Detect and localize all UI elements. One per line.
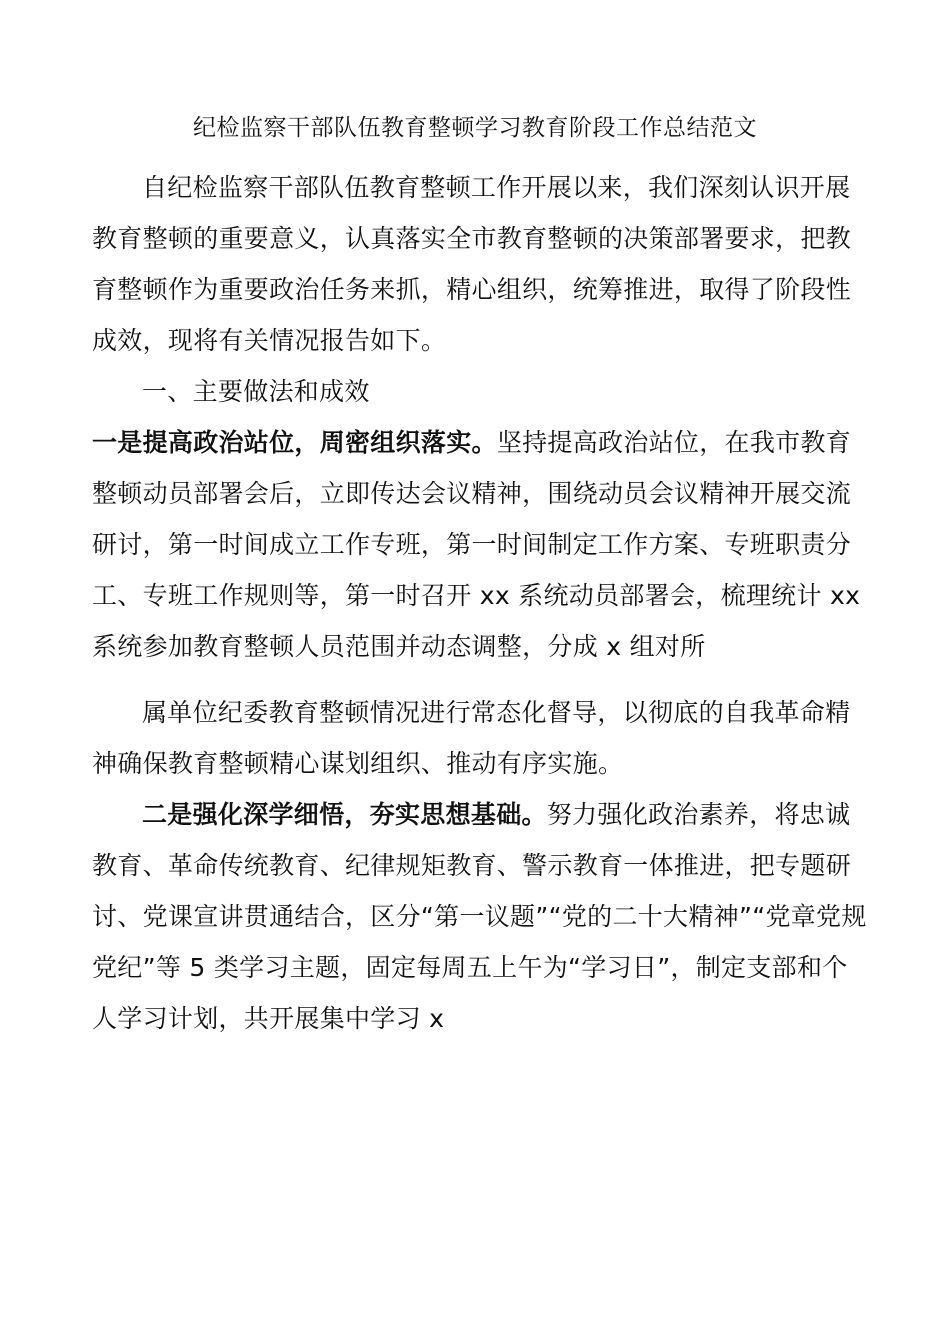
section-heading: 一、主要做法和成效 xyxy=(142,377,370,406)
point1-line: 研讨，第一时间成立工作专班，第一时间制定工作方案、专班职责分 xyxy=(92,530,852,559)
point2-line: 讨、党课宣讲贯通结合，区分“第一议题”“党的二十大精神”“党章党规 xyxy=(92,902,867,931)
intro-line: 教育整顿的重要意义，认真落实全市教育整顿的决策部署要求，把教 xyxy=(92,224,852,253)
point2-first-line-rest: 努力强化政治素养，将忠诚 xyxy=(546,800,851,829)
intro-line: 成效，现将有关情况报告如下。 xyxy=(92,326,447,355)
intro-line: 自纪检监察干部队伍教育整顿工作开展以来，我们深刻认识开展 xyxy=(142,173,851,202)
point2-line: 人学习计划，共开展集中学习 x xyxy=(92,1004,445,1033)
continuation-line: 属单位纪委教育整顿情况进行常态化督导，以彻底的自我革命精 xyxy=(142,698,851,727)
point2-lead: 二是强化深学细悟，夯实思想基础。 xyxy=(142,800,547,829)
document-title: 纪检监察干部队伍教育整顿学习教育阶段工作总结范文 xyxy=(193,115,757,141)
point1-line: 系统参加教育整顿人员范围并动态调整，分成 x 组对所 xyxy=(92,632,706,661)
point2-line: 教育、革命传统教育、纪律规矩教育、警示教育一体推进，把专题研 xyxy=(92,851,852,880)
intro-line: 育整顿作为重要政治任务来抓，精心组织，统筹推进，取得了阶段性 xyxy=(92,275,852,304)
point1-lead: 一是提高政治站位，周密组织落实。 xyxy=(92,428,497,457)
point1-first-line xyxy=(92,423,872,463)
continuation-line: 神确保教育整顿精心谋划组织、推动有序实施。 xyxy=(92,749,624,778)
point1-line: 工、专班工作规则等，第一时召开 xx 系统动员部署会，梳理统计 xx xyxy=(92,581,861,610)
point2-first-line xyxy=(142,795,872,835)
point1-line: 整顿动员部署会后，立即传达会议精神，围绕动员会议精神开展交流 xyxy=(92,479,852,508)
point1-first-line-rest: 坚持提高政治站位，在我市教育 xyxy=(496,428,852,457)
point2-line: 党纪”等 5 类学习主题，固定每周五上午为“学习日”，制定支部和个 xyxy=(92,953,848,982)
